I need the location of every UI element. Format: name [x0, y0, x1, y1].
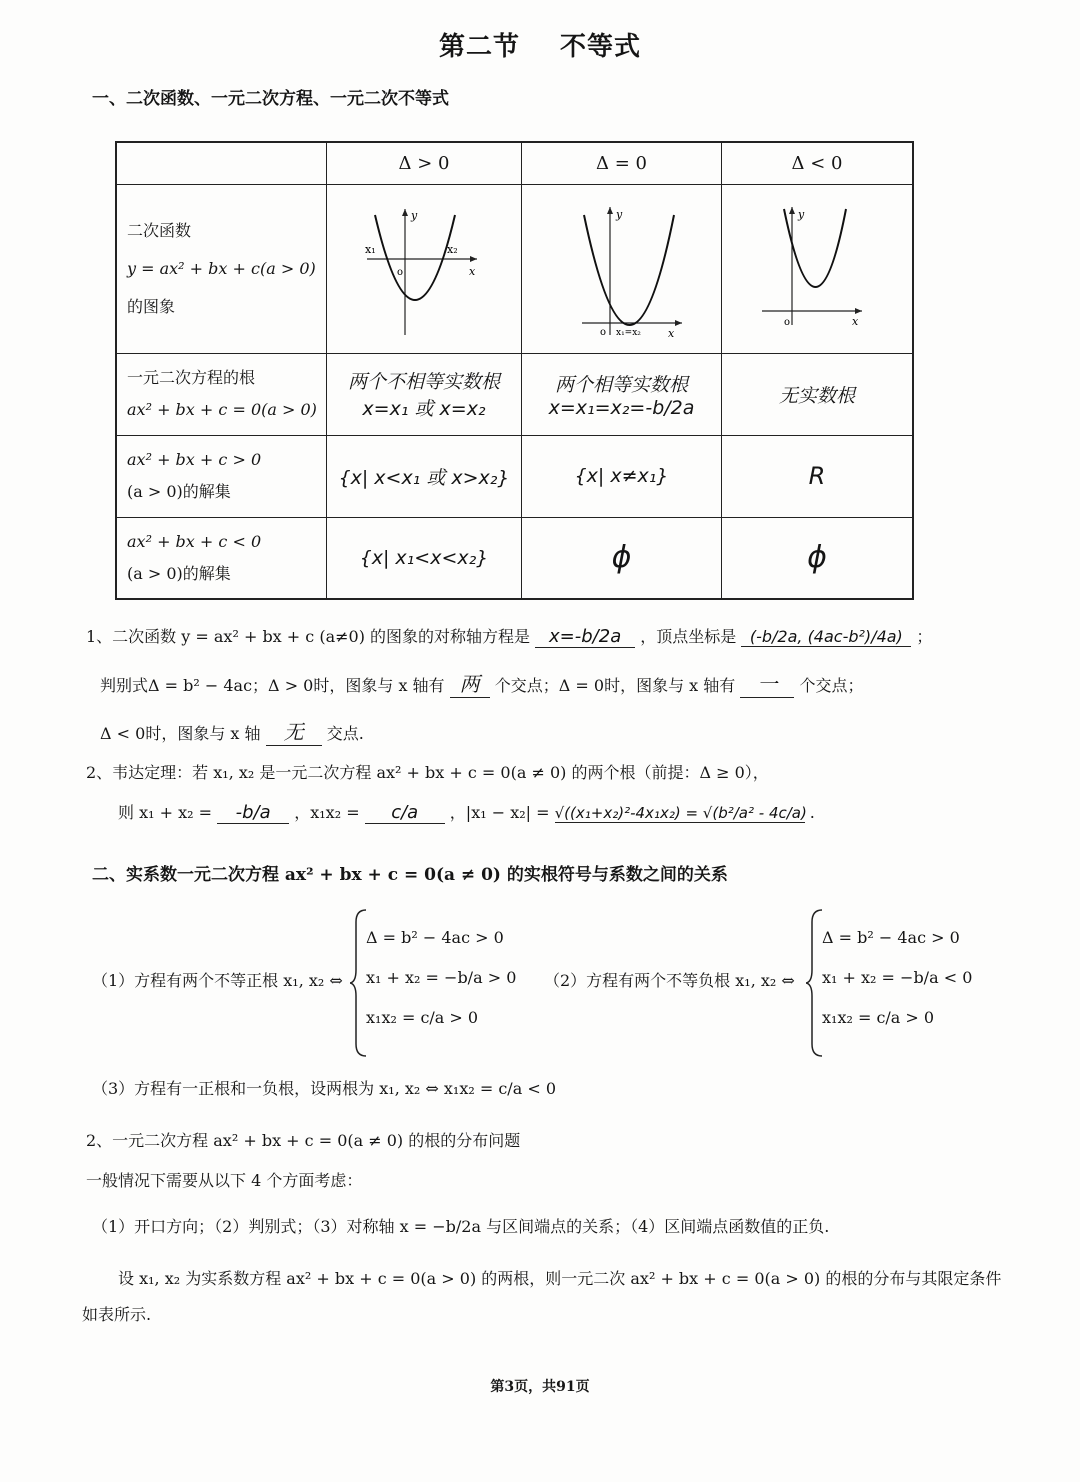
header-cell: Δ < 0 [722, 142, 914, 184]
item2-text: . [809, 803, 815, 822]
item2-text: ，x₁x₂ = [294, 803, 360, 822]
row-label [116, 353, 327, 435]
y-axis-label: y [616, 207, 623, 221]
row-label [116, 435, 327, 517]
y-axis-label: y [798, 207, 805, 221]
paragraph-line2: 如表所示. [82, 1305, 152, 1324]
row-label-line: ax² + bx + c < 0 [127, 531, 262, 551]
handwritten-text: x=x₁ 或 x=x₂ [362, 398, 486, 420]
item2-text: 则 x₁ + x₂ = [118, 803, 213, 822]
system-line: x₁x₂ = c/a > 0 [366, 1008, 479, 1027]
page-footer: 第3页，共91页 [490, 1379, 590, 1395]
handwritten-cell [522, 353, 722, 435]
item1-line1 [86, 624, 932, 648]
case1-label: （1）方程有两个不等正根 x₁, x₂ ⇔ [92, 971, 343, 990]
graph-cell [327, 184, 522, 353]
y-axis-label: y [411, 208, 418, 222]
parabola-two-roots-graph [327, 185, 521, 349]
root-distribution-heading: 2、一元二次方程 ax² + bx + c = 0(a ≠ 0) 的根的分布问题 [86, 1131, 521, 1150]
inequality-table [115, 141, 914, 600]
graph-cell [522, 184, 722, 353]
row-label-line: 二次函数 [127, 220, 192, 240]
handwritten-cell: R [722, 435, 914, 517]
paragraph-line1: 设 x₁, x₂ 为实系数方程 ax² + bx + c = 0(a > 0) 的两根，则一元二次 ax² + bx + c = 0(a > 0) 的根的分布与其限定条件 [118, 1269, 1002, 1288]
handwritten-text: 无实数根 [778, 384, 855, 407]
graph-cell [722, 184, 914, 353]
item1-text: ，顶点坐标是 [640, 627, 737, 646]
parabola-one-root-graph [522, 185, 721, 349]
section2-heading: 二、实系数一元二次方程 ax² + bx + c = 0(a ≠ 0) 的实根符号与系数之间的关系 [92, 865, 728, 885]
handwritten-cell [722, 353, 914, 435]
origin-label: o [397, 266, 404, 278]
case3-text: （3）方程有一正根和一负根，设两根为 x₁, x₂ ⇔ x₁x₂ = c/a < 0 [92, 1079, 556, 1098]
row-label-line: ax² + bx + c = 0(a > 0) [127, 400, 317, 419]
case2-system [822, 918, 972, 1038]
item1-text: 交点. [326, 724, 364, 743]
x-axis-label: x [668, 326, 675, 340]
x-axis-label: x [469, 264, 476, 278]
item2-line1: 2、韦达定理：若 x₁, x₂ 是一元二次方程 ax² + bx + c = 0(a ≠ 0) 的两个根（前提：Δ ≥ 0）， [86, 763, 769, 782]
table-row [116, 517, 913, 599]
system-line: x₁ + x₂ = −b/a < 0 [822, 968, 973, 987]
table-row [116, 353, 913, 435]
row-label [116, 184, 327, 353]
handwritten-text: x=x₁=x₂=-b/2a [548, 396, 695, 419]
row-label-line: ax² + bx + c > 0 [127, 450, 262, 469]
row-label-line: 的图象 [127, 296, 176, 316]
handwritten-text: 两个相等实数根 [554, 373, 688, 396]
root-difference-answer: √((x₁+x₂)²-4x₁x₂) = √(b²/a² - 4c/a) [554, 804, 807, 822]
handwritten-cell: {x| x₁<x<x₂} [327, 517, 522, 599]
vertex-answer: (-b/2a, (4ac-b²)/4a) [741, 627, 911, 647]
axis-answer: x=-b/2a [535, 626, 635, 648]
row-label-line: (a > 0)的解集 [127, 563, 231, 583]
handwritten-cell: ϕ [722, 517, 914, 599]
item1-text: 判别式Δ = b² − 4ac；Δ > 0时，图象与 x 轴有 [100, 676, 445, 695]
double-root-label: x₁=x₂ [616, 327, 641, 338]
handwritten-cell [327, 353, 522, 435]
item2-text: ，|x₁ − x₂| = [449, 803, 550, 822]
intersection-count-answer: 一 [740, 668, 794, 698]
header-empty-cell [116, 142, 327, 184]
x1-label: x₁ [365, 242, 376, 256]
handwritten-cell: {x| x≠x₁} [522, 435, 722, 517]
system-line: Δ = b² − 4ac > 0 [822, 928, 960, 947]
item1-text: 1、二次函数 y = ax² + bx + c (a≠0) 的图象的对称轴方程是 [86, 627, 531, 646]
title-part2: 不等式 [560, 32, 642, 62]
aspects-list: （1）开口方向；（2）判别式；（3）对称轴 x = −b/2a 与区间端点的关系；（4）区间端点函数值的正负. [92, 1217, 830, 1236]
system-line: x₁x₂ = c/a > 0 [822, 1008, 935, 1027]
general-considerations: 一般情况下需要从以下 4 个方面考虑： [86, 1171, 363, 1190]
item1-text: 个交点； [799, 676, 864, 695]
item1-text: ； [916, 627, 933, 646]
title-part1: 第二节 [438, 32, 520, 62]
intersection-count-answer: 两 [450, 668, 490, 698]
item1-line3 [100, 716, 364, 746]
origin-label: o [600, 326, 607, 338]
header-cell: Δ = 0 [522, 142, 722, 184]
intersection-count-answer: 无 [266, 716, 322, 746]
table-row [116, 184, 913, 353]
table-row [116, 435, 913, 517]
item2-line2 [118, 800, 815, 824]
handwritten-cell: {x| x<x₁ 或 x>x₂} [327, 435, 522, 517]
row-label-line: y = ax² + bx + c(a > 0) [127, 258, 316, 278]
row-label-line: (a > 0)的解集 [127, 482, 231, 501]
handwritten-cell: ϕ [522, 517, 722, 599]
item1-text: Δ < 0时，图象与 x 轴 [100, 724, 261, 743]
row-label [116, 517, 327, 599]
table-header-row [116, 142, 913, 184]
header-cell: Δ > 0 [327, 142, 522, 184]
system-line: x₁ + x₂ = −b/a > 0 [366, 968, 517, 987]
system-line: Δ = b² − 4ac > 0 [366, 928, 504, 947]
x-axis-label: x [852, 314, 859, 328]
handwritten-text: 两个不相等实数根 [347, 371, 500, 393]
item1-text: 个交点；Δ = 0时，图象与 x 轴有 [494, 676, 736, 695]
origin-label: o [784, 316, 791, 328]
vieta-sum-answer: -b/a [217, 802, 289, 824]
x2-label: x₂ [447, 242, 458, 256]
item1-line2 [100, 668, 863, 698]
case1-system [366, 918, 516, 1038]
vieta-product-answer: c/a [365, 802, 445, 824]
section1-heading: 一、二次函数、一元二次方程、一元二次不等式 [92, 89, 449, 109]
parabola-no-root-graph [722, 185, 912, 349]
row-label-line: 一元二次方程的根 [127, 368, 256, 387]
page-title [0, 26, 1080, 63]
case2-label: （2）方程有两个不等负根 x₁, x₂ ⇔ [544, 971, 795, 990]
